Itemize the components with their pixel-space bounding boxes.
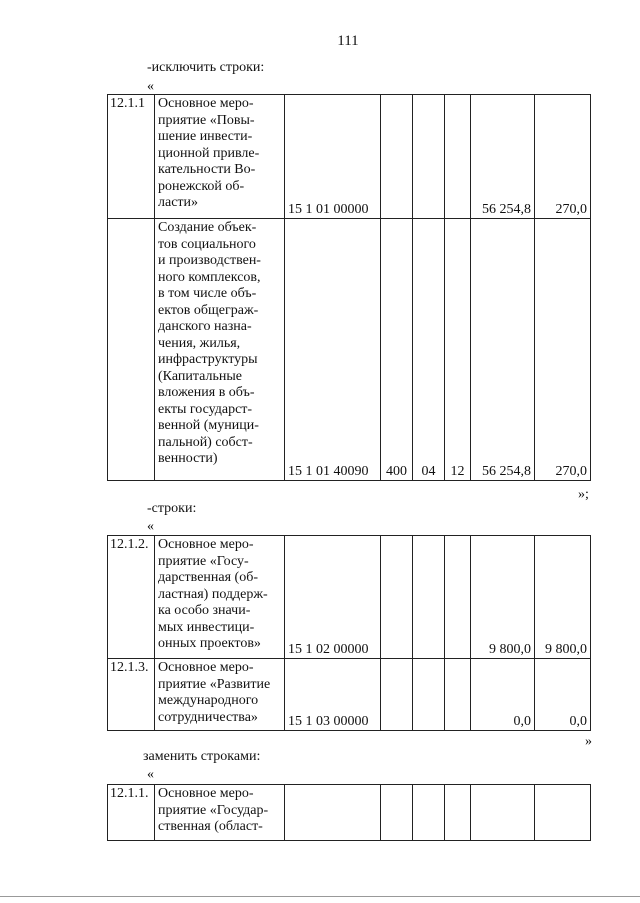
row-col5: [413, 785, 445, 841]
table-row: [108, 219, 591, 481]
row-col6: [445, 785, 471, 841]
row-number: 12.1.3.: [108, 659, 155, 731]
row-col4: [381, 95, 413, 219]
row-value1: 56 254,8: [471, 219, 535, 481]
row-value2: 0,0: [535, 659, 591, 731]
row-value2: [535, 785, 591, 841]
row-number: 12.1.2.: [108, 536, 155, 659]
row-col4: [381, 536, 413, 659]
row-col5: 04: [413, 219, 445, 481]
budget-table-replacement: [107, 784, 591, 841]
row-name: Основное меро- приятие «Госу- дарственная (об- ластная) поддерж- ка особо значи- мых инвестици- онных проектов»: [155, 536, 285, 659]
instruction-replace-with-rows: заменить строками:: [143, 749, 261, 764]
row-code: 15 1 01 00000: [285, 95, 381, 219]
row-col5: [413, 536, 445, 659]
row-value1: [471, 785, 535, 841]
instruction-exclude-rows: -исключить строки:: [147, 60, 265, 75]
instruction-rows: -строки:: [147, 501, 197, 516]
row-col5: [413, 95, 445, 219]
open-quote: «: [147, 767, 154, 782]
row-name: Основное меро- приятие «Повы- шение инвести- ционной привле- кательности Во- ронежской об- ласти»: [155, 95, 285, 219]
row-code: 15 1 03 00000: [285, 659, 381, 731]
open-quote: «: [147, 519, 154, 534]
close-quote: »;: [578, 487, 589, 502]
row-col4: [381, 659, 413, 731]
table-row: [108, 785, 591, 841]
row-number: 12.1.1: [108, 95, 155, 219]
row-col6: [445, 659, 471, 731]
table-row: [108, 659, 591, 731]
page-bottom-rule: [0, 896, 640, 897]
row-name: Основное меро- приятие «Государ- ственная (област-: [155, 785, 285, 841]
table-row: [108, 536, 591, 659]
row-col4: 400: [381, 219, 413, 481]
row-name: Основное меро- приятие «Развитие международного сотрудничества»: [155, 659, 285, 731]
row-value2: 270,0: [535, 95, 591, 219]
row-value1: 56 254,8: [471, 95, 535, 219]
row-value1: 0,0: [471, 659, 535, 731]
page-number: 111: [337, 33, 359, 49]
row-value2: 9 800,0: [535, 536, 591, 659]
close-quote: »: [585, 734, 592, 749]
row-col5: [413, 659, 445, 731]
row-name: Создание объек- тов социального и производствен- ного комплексов, в том числе объ- ектов общеграж- данского назна- чения, жилья, инфраструктуры (Капитальные вложения в объ- екты государст- венной (муници- пальной) собст- венности): [155, 219, 285, 481]
row-col6: [445, 536, 471, 659]
budget-table-excluded: [107, 94, 591, 481]
row-col4: [381, 785, 413, 841]
row-code: [285, 785, 381, 841]
row-value2: 270,0: [535, 219, 591, 481]
row-code: 15 1 02 00000: [285, 536, 381, 659]
table-row: [108, 95, 591, 219]
open-quote: «: [147, 79, 154, 94]
budget-table-rows: [107, 535, 591, 731]
row-number: [108, 219, 155, 481]
row-col6: 12: [445, 219, 471, 481]
row-col6: [445, 95, 471, 219]
row-number: 12.1.1.: [108, 785, 155, 841]
row-code: 15 1 01 40090: [285, 219, 381, 481]
row-value1: 9 800,0: [471, 536, 535, 659]
